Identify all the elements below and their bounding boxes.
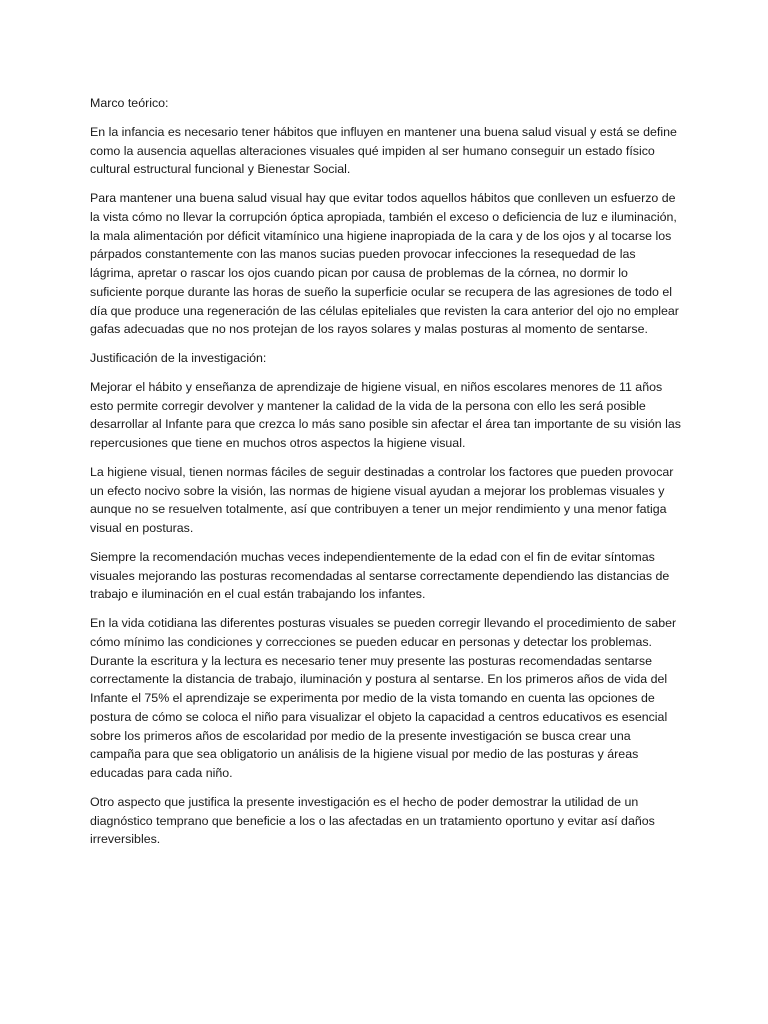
section-heading-justificacion: Justificación de la investigación: (90, 351, 267, 365)
paragraph: En la infancia es necesario tener hábitos que influyen en mantener una buena salud visual y está se define como la ausencia aquellas alteraciones visuales qué impiden al ser humano conseguir un estado físico cultural estructural funcional y Bienestar Social. (90, 124, 677, 177)
section-heading-marco-teorico: Marco teórico: (90, 96, 169, 110)
paragraph: Otro aspecto que justifica la presente investigación es el hecho de poder demostrar la utilidad de un diagnóstico temprano que beneficie a los o las afectadas en un tratamiento oportuno y evitar así daños irreversibles. (90, 794, 655, 847)
paragraph: Para mantener una buena salud visual hay que evitar todos aquellos hábitos que conlleven un esfuerzo de la vista cómo no llevar la corrupción óptica apropiada, también el exceso o deficiencia de luz e iluminación, la mala alimentación por déficit vitamínico una higiene inapropiada de la cara y de los ojos y al tocarse los párpados constantemente con las manos sucias pueden provocar infecciones la resequedad de las lágrima, apretar o rascar los ojos cuando pican por causa de problemas de la córnea, no dormir lo suficiente porque durante las horas de sueño la superficie ocular se recupera de las agresiones de todo el día que produce una regeneración de las células epiteliales que revisten la cara anterior del ojo no emplear gafas adecuadas que no nos protejan de los rayos solares y malas posturas al momento de sentarse. (90, 191, 679, 337)
paragraph: Siempre la recomendación muchas veces independientemente de la edad con el fin de evitar síntomas visuales mejorando las posturas recomendadas al sentarse correctamente dependiendo las distancias de trabajo e iluminación en el cual están trabajando los infantes. (90, 549, 670, 602)
paragraph: Mejorar el hábito y enseñanza de aprendizaje de higiene visual, en niños escolares menores de 11 años esto permite corregir devolver y mantener la calidad de la vida de la persona con ello les será posible desarrollar al Infante para que crezca lo más sano posible sin afectar el área tan importante de su visión las repercusiones que tiene en muchos otros aspectos la higiene visual. (90, 379, 681, 450)
paragraph: La higiene visual, tienen normas fáciles de seguir destinadas a controlar los factores que pueden provocar un efecto nocivo sobre la visión, las normas de higiene visual ayudan a mejorar los problemas visuales y aunque no se resuelven totalmente, así que contribuyen a tener un mejor rendimiento y una menor fatiga visual en posturas. (90, 464, 674, 535)
paragraph: En la vida cotidiana las diferentes posturas visuales se pueden corregir llevando el procedimiento de saber cómo mínimo las condiciones y correcciones se pueden educar en personas y detectar los problemas. Durante la escritura y la lectura es necesario tener muy presente las posturas recomendadas sentarse correctamente la distancia de trabajo, iluminación y postura al sentarse. En los primeros años de vida del Infante el 75% el aprendizaje se experimenta por medio de la vista tomando en cuenta las opciones de postura de cómo se coloca el niño para visualizar el objeto la capacidad a centros educativos es esencial sobre los primeros años de escolaridad por medio de la presente investigación se busca crear una campaña para que sea obligatorio un análisis de la higiene visual por medio de las posturas y áreas educadas para cada niño. (90, 616, 677, 780)
